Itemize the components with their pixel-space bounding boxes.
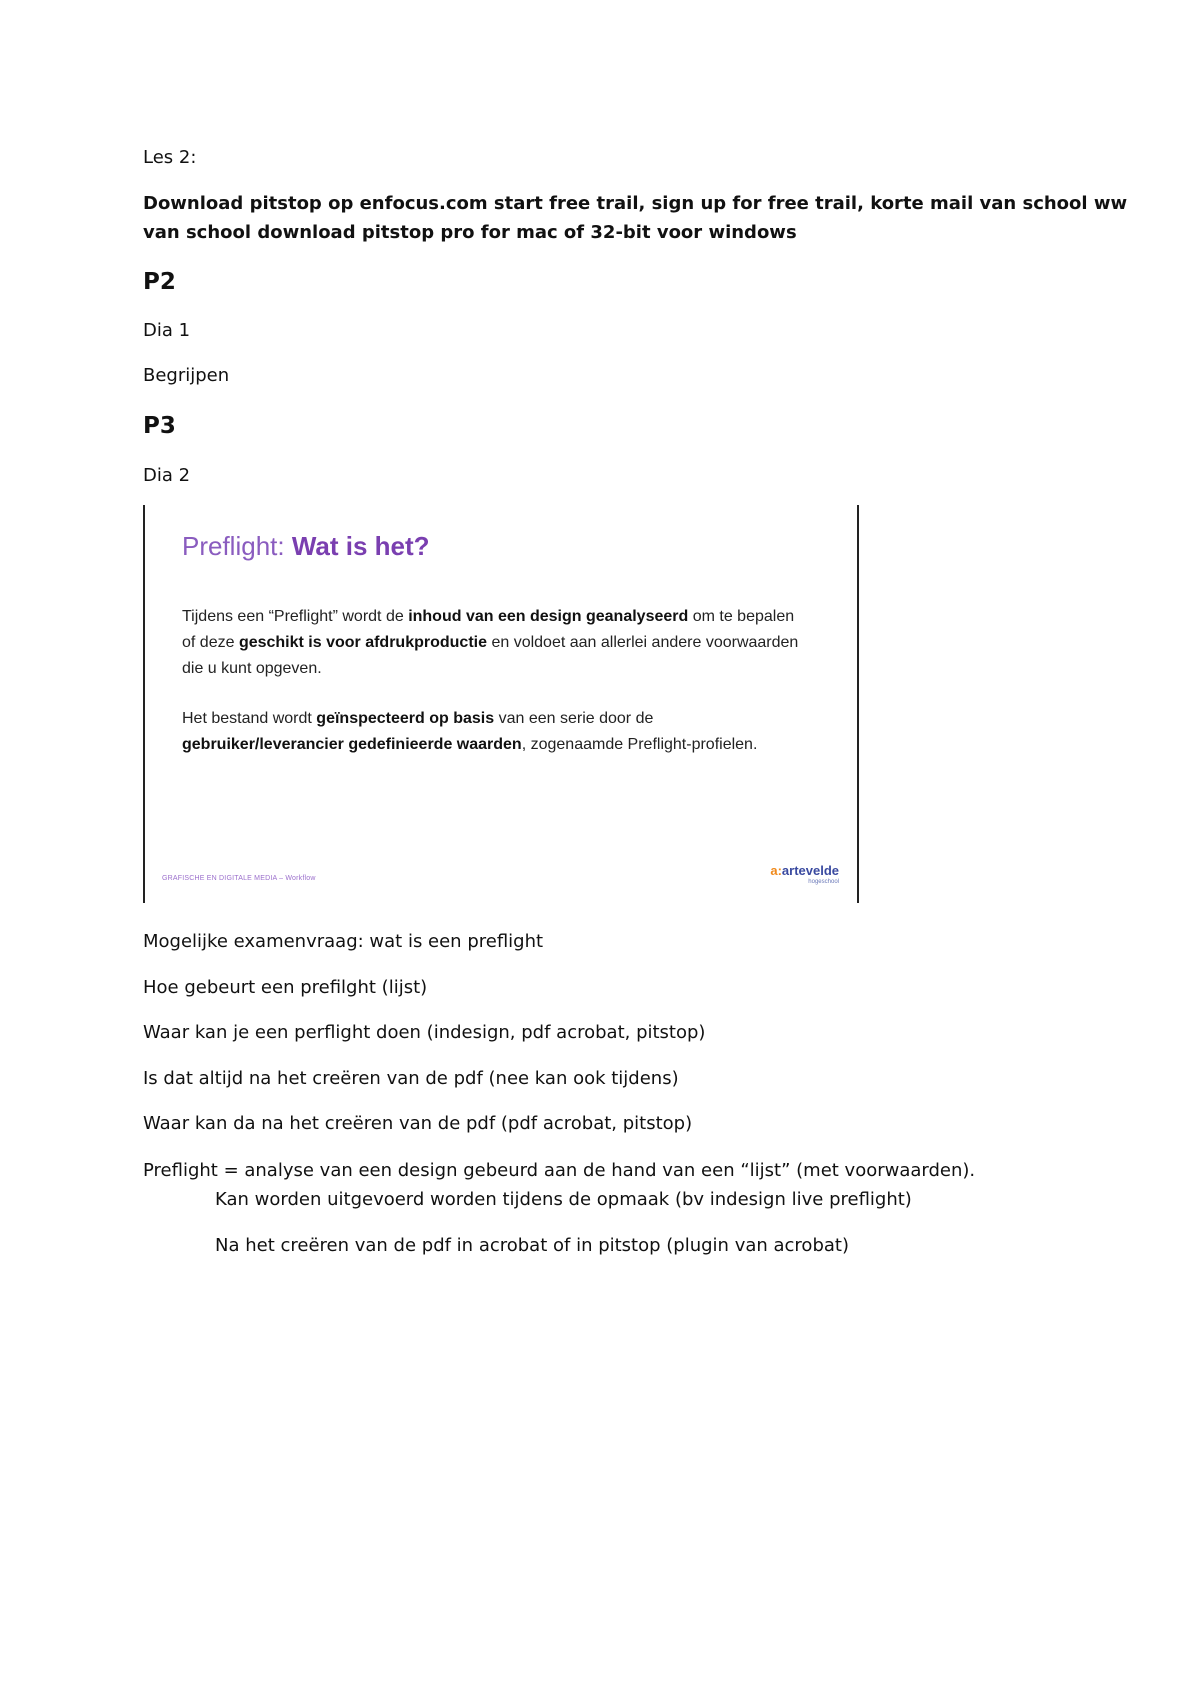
question-4: Is dat altijd na het creëren van de pdf (nee kan ook tijdens) [143,1068,679,1089]
slide-p1-text-e: en voldoet aan allerlei andere voorwaarden die u kunt opgeven. [182,634,799,677]
intro-line-2: van school download pitstop pro for mac of 32-bit voor windows [143,222,797,243]
slide-p2-bold-d: gebruiker/leverancier gedefinieerde waarden [182,736,522,753]
slide-title-light: Preflight: [182,531,292,561]
slide-paragraph-1 [182,604,802,682]
slide-p2-bold-b: geïnspecteerd op basis [316,710,495,727]
question-2: Hoe gebeurt een prefilght (lijst) [143,977,428,998]
artevelde-logo [770,863,839,886]
preflight-definition: Preflight = analyse van een design gebeurd aan de hand van een “lijst” (met voorwaarden). [143,1160,976,1181]
slide-title [182,531,430,562]
definition-sub-2: Na het creëren van de pdf in acrobat of in pitstop (plugin van acrobat) [215,1235,849,1256]
dia-2-label: Dia 2 [143,465,191,486]
question-5: Waar kan da na het creëren van de pdf (pdf acrobat, pitstop) [143,1113,693,1134]
slide-title-bold: Wat is het? [291,531,430,561]
logo-mark: a: [770,863,782,878]
slide-paragraph-2 [182,706,802,758]
slide-p1-text-a: Tijdens een “Preflight” wordt de [182,608,409,625]
slide-p1-text-c: om te bepalen of deze [182,608,795,651]
heading-p3: P3 [143,413,176,439]
les-label: Les 2: [143,147,197,168]
logo-sub: hogeschool [808,879,839,885]
question-1: Mogelijke examenvraag: wat is een preflight [143,931,544,952]
slide-p2-text-a: Het bestand wordt [182,710,317,727]
slide-p1-bold-d: geschikt is voor afdrukproductie [238,634,487,651]
slide-p2-text-c: van een serie door de [494,710,654,727]
definition-sub-1: Kan worden uitgevoerd worden tijdens de opmaak (bv indesign live preflight) [215,1189,912,1210]
begrijpen-text: Begrijpen [143,365,230,386]
heading-p2: P2 [143,269,176,295]
dia-1-label: Dia 1 [143,320,191,341]
intro-line-1: Download pitstop op enfocus.com start free trail, sign up for free trail, korte mail van school ww [143,193,1128,214]
slide-p2-text-e: , zogenaamde Preflight-profielen. [521,736,758,753]
slide-p1-bold-b: inhoud van een design geanalyseerd [408,608,689,625]
question-3: Waar kan je een perflight doen (indesign, pdf acrobat, pitstop) [143,1022,706,1043]
embedded-slide [143,505,859,903]
logo-name: artevelde [781,863,839,878]
slide-footer: GRAFISCHE EN DIGITALE MEDIA – Workflow [162,875,316,882]
